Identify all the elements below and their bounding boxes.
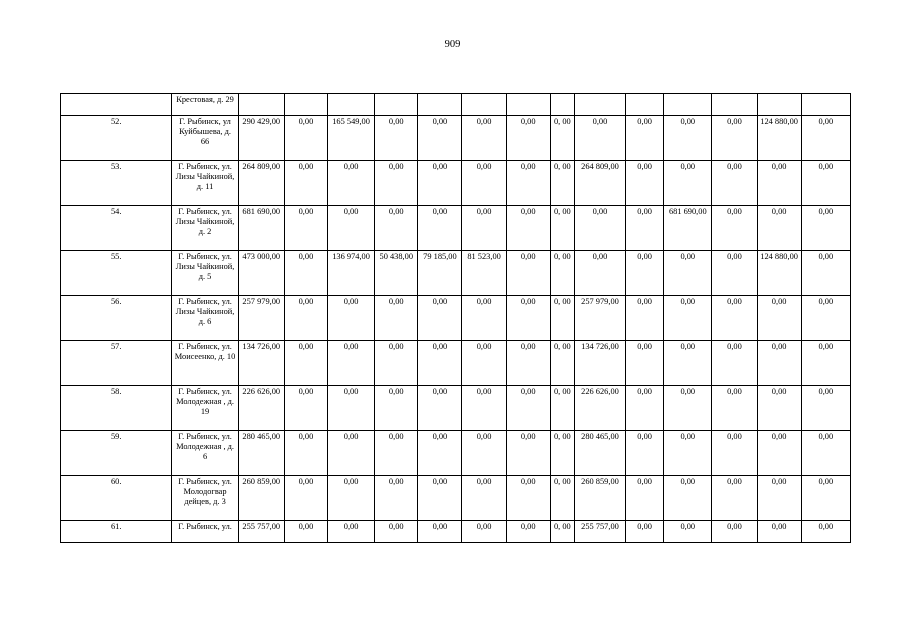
value-cell: 0,00	[712, 386, 757, 431]
value-cell: 260 859,00	[574, 476, 625, 521]
table-row	[61, 206, 851, 251]
value-cell: 260 859,00	[238, 476, 284, 521]
value-cell: 134 726,00	[238, 341, 284, 386]
value-cell: 0,00	[284, 206, 327, 251]
value-cell: 0,00	[375, 431, 418, 476]
value-cell: 0,00	[757, 206, 801, 251]
value-cell: 50 438,00	[375, 251, 418, 296]
value-cell: 0,00	[506, 116, 550, 161]
value-cell: 0,00	[801, 521, 850, 543]
value-cell: 0,00	[375, 161, 418, 206]
value-cell: 0,00	[506, 161, 550, 206]
table-row	[61, 431, 851, 476]
value-cell: 0,00	[506, 386, 550, 431]
value-cell: 0,00	[801, 206, 850, 251]
value-cell: 0,00	[375, 521, 418, 543]
value-cell: 0,00	[506, 251, 550, 296]
value-cell: 165 549,00	[328, 116, 375, 161]
value-cell: 0,00	[418, 206, 462, 251]
value-cell: 0,00	[328, 161, 375, 206]
value-cell: 0,00	[284, 296, 327, 341]
value-cell: 0,00	[757, 296, 801, 341]
value-cell: 0,00	[801, 296, 850, 341]
value-cell: 280 465,00	[238, 431, 284, 476]
value-cell: 0,00	[801, 116, 850, 161]
value-cell: 0,00	[801, 341, 850, 386]
value-cell: 0,00	[328, 521, 375, 543]
value-cell	[712, 94, 757, 116]
value-cell: 0, 00	[550, 476, 574, 521]
value-cell: 0,00	[462, 476, 506, 521]
value-cell: 0,00	[574, 206, 625, 251]
value-cell: 290 429,00	[238, 116, 284, 161]
value-cell: 0,00	[712, 296, 757, 341]
value-cell	[801, 94, 850, 116]
address-cell: Г. Рыбинск, ул. Лизы Чайкиной, д. 6	[172, 296, 238, 341]
value-cell: 136 974,00	[328, 251, 375, 296]
value-cell	[626, 94, 664, 116]
data-table	[60, 93, 851, 543]
value-cell: 0,00	[462, 116, 506, 161]
value-cell: 0, 00	[550, 341, 574, 386]
value-cell: 0, 00	[550, 251, 574, 296]
value-cell: 0,00	[626, 296, 664, 341]
value-cell: 0,00	[462, 161, 506, 206]
value-cell: 0,00	[626, 161, 664, 206]
value-cell: 0, 00	[550, 161, 574, 206]
value-cell: 226 626,00	[574, 386, 625, 431]
value-cell	[375, 94, 418, 116]
value-cell: 0,00	[801, 476, 850, 521]
address-cell: Г. Рыбинск, ул.	[172, 521, 238, 543]
value-cell: 0,00	[462, 521, 506, 543]
value-cell	[284, 94, 327, 116]
address-cell: Г. Рыбинск, ул. Молодежная , д. 19	[172, 386, 238, 431]
address-cell: Г. Рыбинск, ул. Моисеенко, д. 10	[172, 341, 238, 386]
value-cell: 0,00	[574, 116, 625, 161]
value-cell: 0,00	[328, 341, 375, 386]
value-cell: 0,00	[626, 116, 664, 161]
value-cell: 0,00	[328, 296, 375, 341]
value-cell: 0,00	[418, 431, 462, 476]
row-number-cell: 57.	[61, 341, 172, 386]
value-cell: 0,00	[757, 341, 801, 386]
value-cell: 0,00	[626, 521, 664, 543]
value-cell: 0,00	[328, 476, 375, 521]
value-cell: 0,00	[418, 476, 462, 521]
value-cell: 0,00	[506, 476, 550, 521]
value-cell: 0,00	[328, 431, 375, 476]
value-cell: 0,00	[418, 386, 462, 431]
value-cell: 257 979,00	[574, 296, 625, 341]
value-cell: 0,00	[328, 206, 375, 251]
value-cell: 0,00	[418, 341, 462, 386]
value-cell: 0,00	[757, 431, 801, 476]
value-cell: 0,00	[284, 161, 327, 206]
value-cell: 0,00	[375, 386, 418, 431]
value-cell: 0,00	[801, 161, 850, 206]
value-cell: 0,00	[506, 431, 550, 476]
value-cell: 0,00	[375, 341, 418, 386]
value-cell: 0,00	[284, 431, 327, 476]
value-cell: 0,00	[757, 161, 801, 206]
value-cell: 0,00	[664, 116, 712, 161]
value-cell: 0,00	[284, 476, 327, 521]
value-cell: 0,00	[284, 386, 327, 431]
table-row	[61, 94, 851, 116]
value-cell	[328, 94, 375, 116]
value-cell: 0, 00	[550, 296, 574, 341]
value-cell: 0, 00	[550, 521, 574, 543]
value-cell: 0,00	[328, 386, 375, 431]
value-cell: 0,00	[626, 251, 664, 296]
row-number-cell: 52.	[61, 116, 172, 161]
address-cell: Г. Рыбинск, ул. Лизы Чайкиной, д. 2	[172, 206, 238, 251]
value-cell: 0,00	[375, 116, 418, 161]
value-cell: 0,00	[801, 431, 850, 476]
table-row	[61, 476, 851, 521]
value-cell: 264 809,00	[238, 161, 284, 206]
value-cell: 0,00	[574, 251, 625, 296]
row-number-cell: 54.	[61, 206, 172, 251]
value-cell	[238, 94, 284, 116]
value-cell: 0,00	[462, 386, 506, 431]
value-cell: 0,00	[801, 386, 850, 431]
address-cell: Г. Рыбинск, ул Куйбышева, д. 66	[172, 116, 238, 161]
value-cell: 124 880,00	[757, 116, 801, 161]
value-cell: 0,00	[712, 161, 757, 206]
value-cell: 0,00	[284, 251, 327, 296]
value-cell: 0,00	[664, 521, 712, 543]
value-cell: 0,00	[418, 116, 462, 161]
address-cell: Г. Рыбинск, ул. Молодежная , д. 6	[172, 431, 238, 476]
value-cell: 81 523,00	[462, 251, 506, 296]
value-cell: 255 757,00	[574, 521, 625, 543]
value-cell: 0, 00	[550, 116, 574, 161]
value-cell	[462, 94, 506, 116]
value-cell: 0,00	[664, 341, 712, 386]
address-cell: Г. Рыбинск, ул. Лизы Чайкиной, д. 11	[172, 161, 238, 206]
value-cell: 0,00	[801, 251, 850, 296]
row-number-cell: 56.	[61, 296, 172, 341]
table-row	[61, 341, 851, 386]
row-number-cell: 55.	[61, 251, 172, 296]
value-cell: 0,00	[462, 341, 506, 386]
value-cell	[506, 94, 550, 116]
value-cell: 0,00	[712, 206, 757, 251]
value-cell: 0,00	[284, 341, 327, 386]
value-cell: 0,00	[626, 431, 664, 476]
row-number-cell: 60.	[61, 476, 172, 521]
value-cell: 0,00	[284, 521, 327, 543]
value-cell	[664, 94, 712, 116]
value-cell: 257 979,00	[238, 296, 284, 341]
table-row	[61, 251, 851, 296]
value-cell: 0, 00	[550, 431, 574, 476]
table-row	[61, 116, 851, 161]
value-cell: 0,00	[462, 296, 506, 341]
value-cell: 0,00	[664, 161, 712, 206]
value-cell	[757, 94, 801, 116]
table-row	[61, 521, 851, 543]
value-cell: 124 880,00	[757, 251, 801, 296]
value-cell: 0,00	[506, 341, 550, 386]
value-cell: 0,00	[757, 476, 801, 521]
value-cell: 0,00	[418, 296, 462, 341]
value-cell: 134 726,00	[574, 341, 625, 386]
value-cell: 0,00	[664, 251, 712, 296]
value-cell: 0,00	[664, 431, 712, 476]
value-cell: 0,00	[626, 386, 664, 431]
value-cell: 0,00	[506, 521, 550, 543]
page-number: 909	[444, 39, 461, 50]
value-cell	[550, 94, 574, 116]
table-body	[61, 94, 851, 543]
address-cell: Г. Рыбинск, ул. Лизы Чайкиной, д. 5	[172, 251, 238, 296]
row-number-cell: 53.	[61, 161, 172, 206]
row-number-cell: 59.	[61, 431, 172, 476]
value-cell: 255 757,00	[238, 521, 284, 543]
value-cell: 0,00	[506, 206, 550, 251]
row-number-cell: 61.	[61, 521, 172, 543]
value-cell: 0,00	[418, 521, 462, 543]
value-cell	[418, 94, 462, 116]
value-cell: 0,00	[626, 341, 664, 386]
value-cell: 0,00	[506, 296, 550, 341]
value-cell: 0, 00	[550, 206, 574, 251]
value-cell: 0,00	[664, 386, 712, 431]
value-cell: 0,00	[712, 251, 757, 296]
value-cell: 0,00	[462, 431, 506, 476]
value-cell: 681 690,00	[238, 206, 284, 251]
value-cell	[574, 94, 625, 116]
value-cell: 0,00	[664, 476, 712, 521]
value-cell: 0,00	[626, 476, 664, 521]
value-cell: 0, 00	[550, 386, 574, 431]
value-cell: 280 465,00	[574, 431, 625, 476]
value-cell: 0,00	[712, 476, 757, 521]
value-cell: 0,00	[757, 521, 801, 543]
value-cell: 0,00	[626, 206, 664, 251]
value-cell: 0,00	[462, 206, 506, 251]
table-row	[61, 161, 851, 206]
value-cell: 0,00	[712, 341, 757, 386]
value-cell: 0,00	[418, 161, 462, 206]
value-cell: 0,00	[664, 296, 712, 341]
value-cell: 0,00	[375, 476, 418, 521]
value-cell: 0,00	[757, 386, 801, 431]
value-cell: 0,00	[375, 206, 418, 251]
value-cell: 0,00	[712, 116, 757, 161]
value-cell: 264 809,00	[574, 161, 625, 206]
table-row	[61, 296, 851, 341]
value-cell: 0,00	[284, 116, 327, 161]
address-cell: Г. Рыбинск, ул. Молодогвар дейцев, д. 3	[172, 476, 238, 521]
value-cell: 473 000,00	[238, 251, 284, 296]
value-cell: 226 626,00	[238, 386, 284, 431]
address-cell: Крестовая, д. 29	[172, 94, 238, 116]
value-cell: 0,00	[712, 431, 757, 476]
value-cell: 0,00	[712, 521, 757, 543]
value-cell: 681 690,00	[664, 206, 712, 251]
value-cell: 0,00	[375, 296, 418, 341]
value-cell: 79 185,00	[418, 251, 462, 296]
table-row	[61, 386, 851, 431]
row-number-cell	[61, 94, 172, 116]
row-number-cell: 58.	[61, 386, 172, 431]
